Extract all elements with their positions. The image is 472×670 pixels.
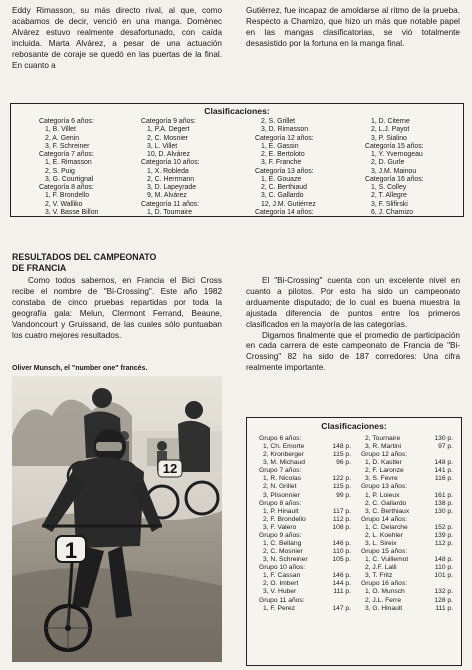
rider-name: 1, C. Vuillemot: [365, 556, 409, 564]
rider-name: 2, C. Mosnier: [263, 548, 303, 556]
category-heading: Categoría 7 años:: [39, 151, 94, 158]
rider-name: 3, C. Berthiaux: [365, 507, 410, 515]
group-label: Grupo 16 años:: [361, 580, 408, 588]
points-value: 110 p.: [332, 548, 351, 556]
result-row: [361, 532, 453, 540]
classification-entry: 2, C. Mosnier: [147, 134, 188, 142]
result-row: [259, 492, 351, 500]
classification-entry: 12, J.M. Gutiérrez: [261, 200, 316, 208]
mid-right-paragraph: El "Bi-Crossing" cuenta con un excelente nivel en cuanto a pilotos. Por esto ha sido un campeonato arduamente disputado; de lo cual es buena muestra la ajustada diferencia de puntos entre los primeros clasificados en la mayoría de las categorías. Digamos finalmente que el promedio de participación en cada carrera de este campeonato de Francia de "Bi-Crossing" 82 ha sido de 187 corredores: Una cifra realmente importante.: [246, 276, 460, 373]
points-value: 147 p.: [332, 604, 351, 612]
result-row: [259, 475, 351, 483]
classification-entry: 1, E. Gassin: [261, 142, 299, 150]
rider-name: 1, D. Kastler: [365, 459, 402, 467]
category-heading: Categoría 15 años:: [365, 142, 424, 150]
rider-name: 1, F. Perez: [263, 604, 295, 612]
group-heading: [361, 483, 453, 491]
classifications-title: Clasificaciones:: [204, 106, 270, 116]
rider-name: 1, O. Munsch: [365, 588, 405, 596]
front-plate-number: 1: [64, 538, 78, 563]
classification-entry: 1, S. Colley: [371, 184, 407, 191]
rider-name: 2, J.L. Ferre: [365, 596, 402, 604]
rider-name: 1, R. Nicolas: [263, 475, 301, 483]
points-value: 112 p.: [434, 540, 453, 548]
photo-caption: Oliver Munsch, el "number one" francés.: [12, 365, 148, 372]
group-heading: [259, 435, 351, 443]
rider-name: 3, N. Schreiner: [263, 556, 308, 564]
points-value: 97 p.: [438, 443, 453, 451]
classifications-box-top: [10, 103, 464, 217]
points-value: 108 p.: [332, 523, 351, 531]
group-label: Grupo 13 años:: [361, 483, 408, 491]
group-label: Grupo 12 años:: [361, 451, 408, 459]
category-heading: Categoría 13 años:: [255, 167, 314, 175]
points-value: 148 p.: [332, 443, 351, 451]
points-value: 112 p.: [332, 515, 351, 523]
points-value: 138 p.: [434, 499, 453, 507]
classification-entry: 1, P.A. Degert: [147, 126, 190, 134]
points-value: 111 p.: [333, 588, 351, 596]
classification-entry: 9, M. Alvárez: [147, 192, 187, 200]
classification-entry: 1, X. Robleda: [147, 167, 189, 175]
classification-column: [141, 118, 200, 217]
result-row: [259, 524, 351, 532]
result-row: [361, 467, 453, 475]
classification-entry: 2, S. Grillet: [261, 118, 296, 125]
rider-name: 3, L. Sireix: [365, 540, 397, 548]
result-row: [259, 540, 351, 548]
group-label: Grupo 8 años:: [259, 499, 302, 507]
rider-name: 1, C. Delarche: [365, 523, 408, 531]
result-row: [361, 492, 453, 500]
classification-entry: 3, F. Schreiner: [45, 142, 90, 150]
results-column: [361, 435, 453, 613]
points-value: 110 p.: [434, 564, 453, 572]
points-value: 116 p.: [434, 475, 453, 483]
result-row: [259, 508, 351, 516]
category-heading: Categoría 6 años:: [39, 118, 94, 125]
group-heading: [361, 451, 453, 459]
points-value: 146 p.: [332, 540, 351, 548]
classification-column: [39, 118, 98, 217]
points-value: 144 p.: [332, 580, 351, 588]
classification-entry: 3, F. Slifirski: [371, 200, 408, 208]
bmx-race-illustration: [12, 376, 222, 662]
result-row: [259, 459, 351, 467]
back-plate-number: 12: [162, 461, 178, 476]
classification-entry: 1, B. Villet: [45, 126, 76, 134]
group-label: Grupo 10 años:: [259, 564, 306, 572]
points-value: 105 p.: [332, 556, 351, 564]
points-value: 141 p.: [434, 467, 453, 475]
rider-name: 3, R. Martini: [365, 443, 402, 451]
rider-name: 3, S. Fevre: [365, 475, 398, 483]
points-value: 96 p.: [336, 459, 351, 467]
group-heading: [259, 597, 351, 605]
classification-entry: 1, D. Citerne: [371, 118, 410, 125]
group-label: Grupo 11 años:: [259, 596, 305, 604]
points-value: 161 p.: [434, 491, 453, 499]
rider-name: 1, P. Loieux: [365, 491, 400, 499]
classification-entry: 2, V. Walliko: [45, 200, 83, 208]
result-row: [259, 556, 351, 564]
rider-name: 2, O. Imbert: [263, 580, 299, 588]
classification-entry: 3, D. Lapeyrade: [147, 184, 197, 191]
group-heading: [259, 500, 351, 508]
group-heading: [361, 516, 453, 524]
result-row: [361, 564, 453, 572]
rider-name: 1, C. Bellang: [263, 540, 302, 548]
classification-entry: 3, C. Gallardo: [261, 192, 304, 200]
result-row: [361, 524, 453, 532]
category-heading: Categoría 9 años:: [141, 118, 196, 125]
rider-name: 3, G. Hinault: [365, 604, 403, 612]
group-label: Grupo 14 años:: [361, 515, 408, 523]
result-row: [361, 556, 453, 564]
rider-name: 1, P. Hinault: [263, 507, 299, 515]
classification-entry: 1, D. Tournaire: [147, 208, 193, 216]
result-row: [361, 459, 453, 467]
result-row: [361, 540, 453, 548]
rider-name: 2, N. Grillet: [263, 483, 297, 491]
result-row: [361, 605, 453, 613]
classification-column: [365, 118, 424, 217]
classification-entry: 2, L.J. Payot: [371, 126, 410, 134]
result-row: [361, 435, 453, 443]
bmx-race-photo: [12, 376, 222, 662]
classification-entry: 2, D. Gurle: [371, 159, 405, 167]
points-value: 122 p.: [332, 475, 351, 483]
points-value: 111 p.: [435, 604, 453, 612]
rider-name: 2, J.F. Lalli: [365, 564, 397, 572]
rider-name: 1, F. Cassan: [263, 572, 301, 580]
result-row: [259, 588, 351, 596]
category-heading: Categoría 11 años:: [141, 200, 200, 208]
classification-entry: 10, D. Alvárez: [147, 151, 190, 158]
group-label: Grupo 7 años:: [259, 467, 302, 475]
classifications-box-bottom: [246, 417, 462, 666]
classification-entry: 2, T. Allegre: [371, 192, 407, 200]
points-value: 117 p.: [332, 507, 351, 515]
group-heading: [259, 532, 351, 540]
points-value: 146 p.: [332, 572, 351, 580]
points-value: 101 p.: [434, 572, 453, 580]
rider-name: 3, F. Valero: [263, 523, 297, 531]
classification-entry: 3, D. Rimasson: [261, 126, 309, 134]
classification-entry: 2, C. Berthiaud: [261, 184, 307, 191]
classification-entry: 3, J.M. Mainou: [371, 167, 417, 175]
category-heading: Categoría 14 años:: [255, 208, 314, 216]
result-row: [259, 516, 351, 524]
result-row: [361, 597, 453, 605]
result-row: [361, 443, 453, 451]
points-value: 139 p.: [434, 531, 453, 539]
category-heading: Categoría 10 años:: [141, 159, 200, 167]
group-heading: [361, 580, 453, 588]
mid-left-paragraph: Como todos sabemos, en Francia el Bici Cross recibe el nombre de "Bi-Crossing". Este año 1982 constaba de cinco pruebas repartidas por toda la geografía gala: Melun, Clermont Ferrand, Beaune, Vandoncourt y Gruissand, de las cuales sólo puntuaban los cuatro mejores resultados.: [12, 276, 222, 340]
category-heading: Categoría 8 años:: [39, 184, 94, 191]
points-value: 128 p.: [434, 596, 453, 604]
result-row: [259, 483, 351, 491]
result-row: [259, 443, 351, 451]
points-value: 132 p.: [434, 588, 453, 596]
classification-entry: 1, Y. Yvernogeau: [371, 151, 423, 158]
group-label: Grupo 15 años:: [361, 548, 408, 556]
classification-entry: 1, E. Rimasson: [45, 159, 92, 167]
rider-name: 2, Kronberger: [263, 451, 304, 459]
points-value: 115 p.: [332, 483, 351, 491]
result-row: [361, 588, 453, 596]
classification-entry: 3, V. Basse Billon: [45, 208, 99, 216]
result-row: [361, 508, 453, 516]
rider-name: 3, V. Huber: [263, 588, 297, 596]
group-label: Grupo 9 años:: [259, 531, 302, 539]
rider-name: 3, M. Michaud: [263, 459, 305, 467]
rider-name: 2, L. Koehler: [365, 531, 403, 539]
points-value: 148 p.: [434, 556, 453, 564]
points-value: 152 p.: [434, 523, 453, 531]
classification-entry: 2, S. Puig: [45, 167, 75, 175]
top-right-paragraph: Gutiérrez, fue incapaz de amoldarse al ritmo de la prueba. Respecto a Chamizo, que hizo un más que notable papel en las mangas clasificatorias, se vió totalmente desasistido por la fortuna en la manga final.: [246, 6, 460, 48]
classification-entry: 2, A. Genin: [45, 134, 80, 142]
result-row: [259, 548, 351, 556]
classification-entry: 6, J. Chamizo: [371, 208, 414, 216]
rider-name: 2, F. Brondello: [263, 515, 306, 523]
group-heading: [361, 548, 453, 556]
result-row: [361, 475, 453, 483]
result-row: [361, 500, 453, 508]
rider-name: 3, Plisonnier: [263, 491, 300, 499]
category-heading: Categoría 12 años:: [255, 134, 314, 142]
classification-entry: 2, C. Herrmann: [147, 175, 195, 183]
result-row: [259, 605, 351, 613]
classification-entry: 3, P. Sialino: [371, 134, 407, 142]
classification-entry: 3, F. Franche: [261, 159, 302, 167]
results-column: [259, 435, 351, 613]
result-row: [259, 451, 351, 459]
rider-name: 2, F. Laronze: [365, 467, 404, 475]
group-heading: [259, 564, 351, 572]
result-row: [259, 580, 351, 588]
category-heading: Categoría 16 años:: [365, 175, 424, 183]
points-value: 130 p.: [434, 435, 453, 442]
points-value: 115 p.: [332, 451, 351, 459]
top-left-paragraph: Eddy Rimasson, su más directo rival, al que, como acabamos de decir, venció en una manga. Domènec Alvárez estuvo realmente desafortunado, con caída incluida. Marta Alvárez, a pesar de una actuación rebosante de coraje se quedó en las puertas de la final. En cuanto a: [12, 6, 222, 70]
rider-name: 2, C. Gallardo: [365, 499, 407, 507]
classification-entry: 1, F. Brondello: [45, 192, 90, 200]
classification-column: [255, 118, 316, 217]
classification-entry: 1, E. Gouaze: [261, 175, 302, 183]
rider-name: 2, Tournaire: [365, 435, 401, 442]
classification-entry: 3, L. Villet: [147, 142, 178, 150]
points-value: 148 p.: [434, 459, 453, 467]
points-value: 130 p.: [434, 507, 453, 515]
classification-entry: 2, E. Bertoloto: [261, 151, 305, 158]
rider-name: 3, T. Fritz: [365, 572, 393, 580]
result-row: [259, 572, 351, 580]
group-heading: [259, 467, 351, 475]
rider-name: 1, Ch. Emorte: [263, 443, 305, 451]
group-label: Grupo 6 años:: [259, 435, 302, 442]
points-value: 99 p.: [336, 491, 351, 499]
classification-entry: 3, G. Courtignal: [45, 175, 94, 183]
result-row: [361, 572, 453, 580]
classifications-title: Clasificaciones:: [321, 421, 387, 431]
section-headline: RESULTADOS DEL CAMPEONATO DE FRANCIA: [12, 252, 157, 273]
